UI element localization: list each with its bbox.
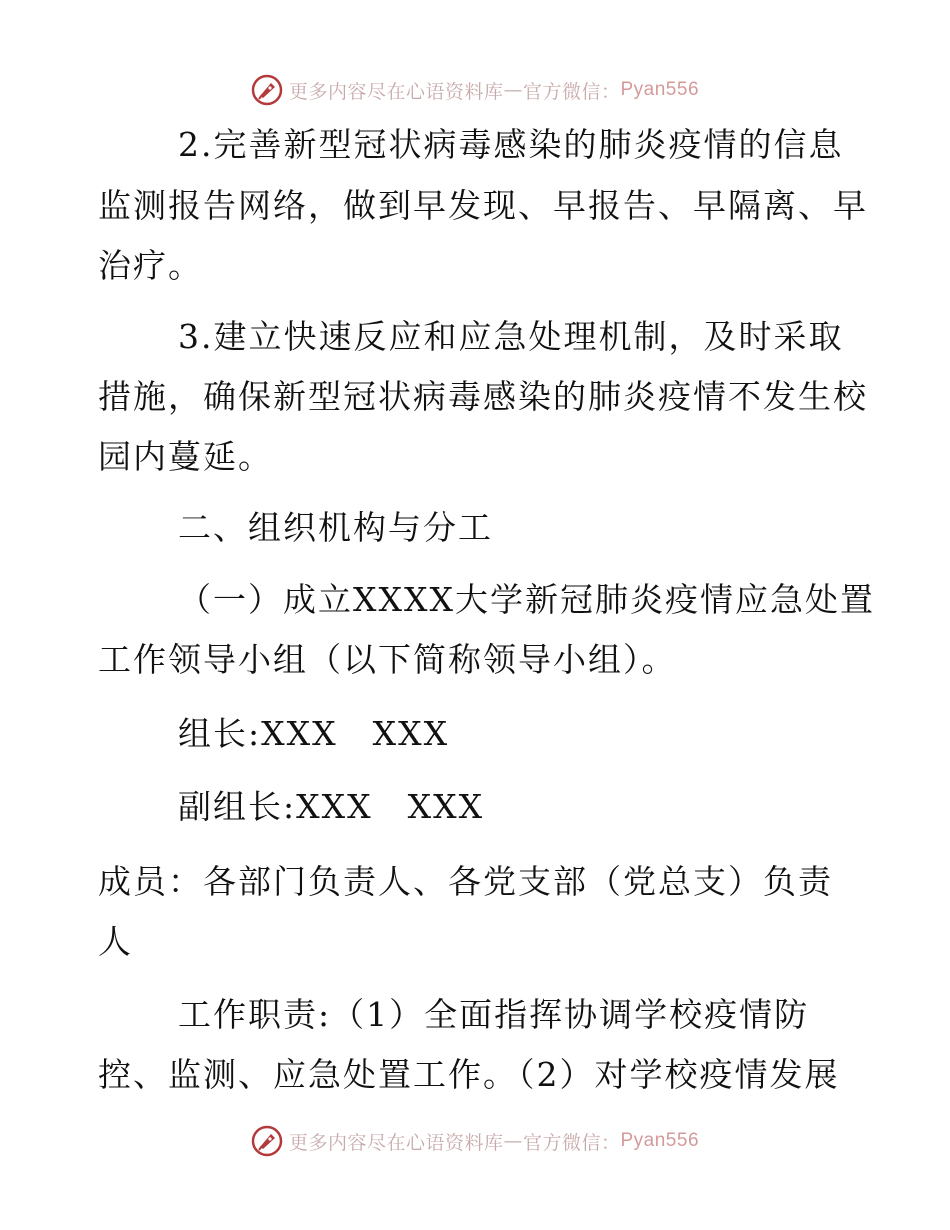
watermark-separator: — xyxy=(503,79,523,101)
watermark-wechat-id: Pyan556 xyxy=(620,79,700,100)
pen-nib-logo-icon xyxy=(251,74,283,106)
watermark-brand-text: 更多内容尽在心语资料库 xyxy=(288,80,504,103)
paragraph-line: 控、监测、应急处置工作。（2）对学校疫情发展 xyxy=(98,1055,840,1094)
paragraph-line: 人 xyxy=(98,922,133,961)
section-heading: 二、组织机构与分工 xyxy=(178,508,493,547)
watermark-banner-top xyxy=(0,70,950,110)
watermark-wechat-id: Pyan556 xyxy=(620,1130,700,1151)
deputy-leader-line: 副组长:XXX XXX xyxy=(178,787,485,826)
watermark-wechat-label: 官方微信： xyxy=(522,80,621,103)
watermark-separator: — xyxy=(503,1130,523,1152)
paragraph-line: 工作领导小组（以下简称领导小组）。 xyxy=(98,640,677,679)
paragraph-line: 2.完善新型冠状病毒感染的肺炎疫情的信息 xyxy=(178,125,844,164)
pen-nib-logo-icon xyxy=(251,1125,283,1157)
paragraph-line: 园内蔓延。 xyxy=(98,437,273,476)
members-line: 成员：各部门负责人、各党支部（党总支）负责 xyxy=(98,862,833,901)
duties-line: 工作职责:（1）全面指挥协调学校疫情防 xyxy=(178,995,810,1034)
watermark-banner-bottom xyxy=(0,1121,950,1161)
watermark-brand-text: 更多内容尽在心语资料库 xyxy=(288,1131,504,1154)
leader-line: 组长:XXX XXX xyxy=(178,714,450,753)
paragraph-line: 3.建立快速反应和应急处理机制，及时采取 xyxy=(178,317,844,356)
paragraph-line: 措施，确保新型冠状病毒感染的肺炎疫情不发生校 xyxy=(98,377,868,416)
paragraph-line: （一）成立XXXX大学新冠肺炎疫情应急处置 xyxy=(178,580,875,619)
watermark-wechat-label: 官方微信： xyxy=(522,1131,621,1154)
paragraph-line: 治疗。 xyxy=(98,246,203,285)
paragraph-line: 监测报告网络，做到早发现、早报告、早隔离、早 xyxy=(98,186,868,225)
